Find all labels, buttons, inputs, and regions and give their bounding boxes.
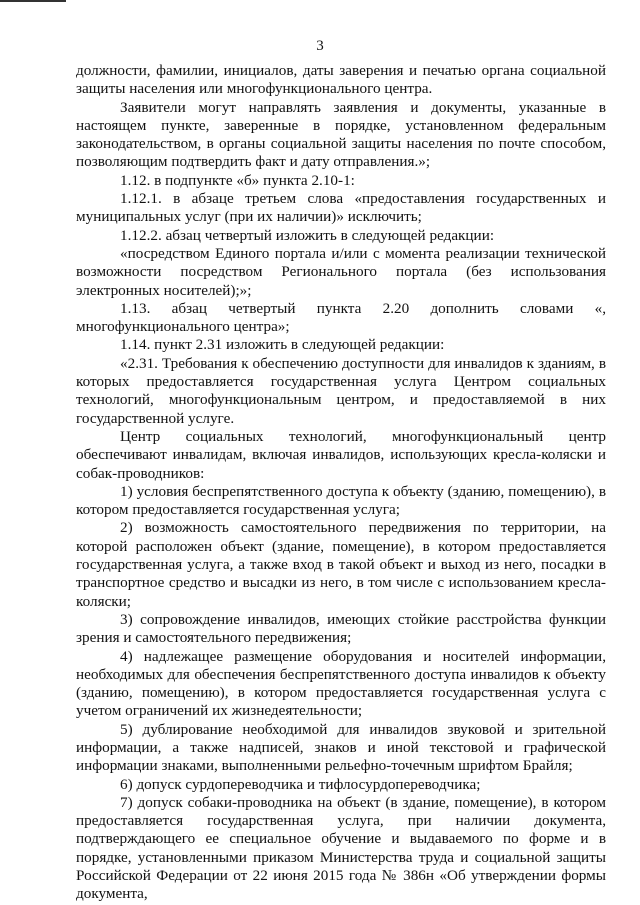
paragraph-1-12-1: 1.12.1. в абзаце третьем слова «предоставления государственных и муниципальных услуг (при их наличии)» исключить; (76, 190, 606, 226)
list-item-1: 1) условия беспрепятственного доступа к объекту (зданию, помещению), в котором предоставляется государственная услуга; (76, 482, 606, 519)
paragraph-1-14: 1.14. пункт 2.31 изложить в следующей редакции: (120, 336, 445, 354)
list-item-7: 7) допуск собаки-проводника на объект (в здание, помещение), в котором предоставляется государственная услуга, при наличии документа, подтверждающего ее специальное обучение и выдаваемого по форме и в порядке, установленными приказом Министерства труда и социальной защиты Российской Федерации от 22 июня 2015 года № 386н «Об утверждении формы документа, (76, 793, 606, 903)
list-item-4: 4) надлежащее размещение оборудования и носителей информации, необходимых для обеспечения беспрепятственного доступа инвалидов к объекту (зданию, помещению), в котором предоставляется государственная услуга с учетом ограничений их жизнедеятельности; (76, 647, 606, 720)
document-body (76, 62, 606, 904)
paragraph-applicants: Заявители могут направлять заявления и документы, указанные в настоящем пункте, заверенные в порядке, установленном федеральным законодательством, в органы социальной защиты населения по почте способом, позволяющим подтвердить факт и дату отправления.»; (76, 98, 606, 171)
top-edge-rule (0, 0, 66, 2)
paragraph-2-31: «2.31. Требования к обеспечению доступности для инвалидов к зданиям, в которых предоставляется государственная услуга Центром социальных технологий, многофункциональным центром, и предоставляемой в них государственной услуге. (76, 354, 606, 427)
paragraph-center-provides: Центр социальных технологий, многофункциональный центр обеспечивают инвалидам, включая инвалидов, использующих кресла-коляски и собак-проводников: (76, 427, 606, 482)
paragraph-1-12-2: 1.12.2. абзац четвертый изложить в следующей редакции: (120, 226, 495, 244)
paragraph-quote-portal: «посредством Единого портала и/или с момента реализации технической возможности посредством Регионального портала (без использования электронных носителей);»; (76, 244, 606, 299)
list-item-3: 3) сопровождение инвалидов, имеющих стойкие расстройства функции зрения и самостоятельного передвижения; (76, 610, 606, 647)
list-item-5: 5) дублирование необходимой для инвалидов звуковой и зрительной информации, а также надписей, знаков и иной текстовой и графической информации знаками, выполненными рельефно-точечным шрифтом Брайля; (76, 720, 606, 775)
paragraph-1-13: 1.13. абзац четвертый пункта 2.20 дополнить словами «, многофункционального центра»; (76, 299, 606, 336)
list-item-6: 6) допуск сурдопереводчика и тифлосурдопереводчика; (120, 775, 481, 793)
paragraph-continuation: должности, фамилии, инициалов, даты заверения и печатью органа социальной защиты населения или многофункционального центра. (76, 62, 606, 98)
page-number: 3 (316, 38, 324, 54)
paragraph-1-12: 1.12. в подпункте «б» пункта 2.10-1: (120, 171, 355, 189)
list-item-2: 2) возможность самостоятельного передвижения по территории, на которой расположен объект (здание, помещение), в котором предоставляется государственная услуга, а также вход в такой объект и выход из него, посадки в транспортное средство и высадки из него, в том числе с использованием кресла-коляски; (76, 519, 606, 610)
